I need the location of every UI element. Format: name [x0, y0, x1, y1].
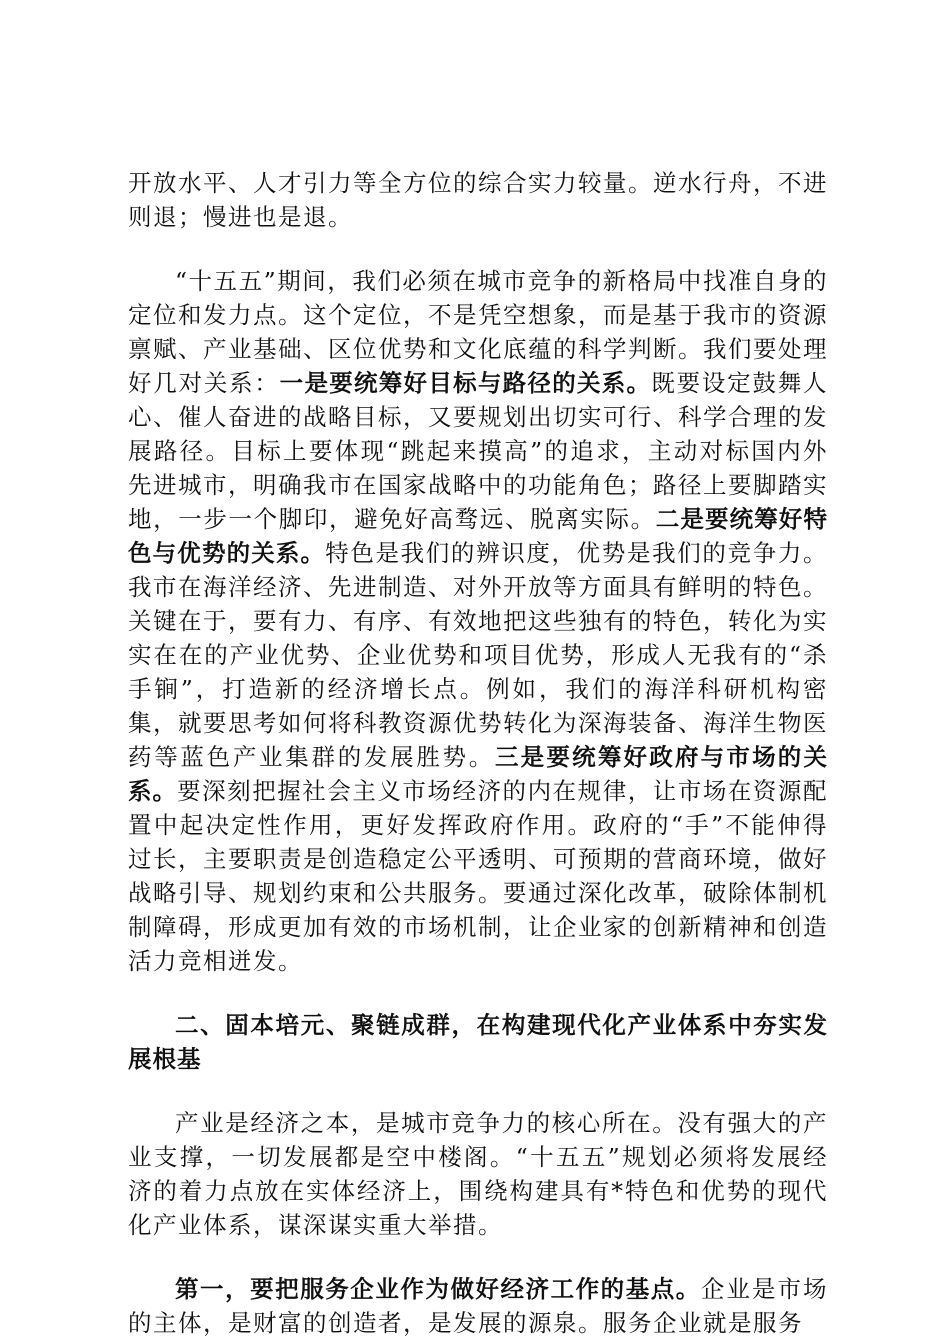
paragraph-intro-tail: 开放水平、人才引力等全方位的综合实力较量。逆水行舟，不进则退；慢进也是退。	[128, 169, 828, 231]
paragraph-industry: 产业是经济之本，是城市竞争力的核心所在。没有强大的产业支撑，一切发展都是空中楼阁。“十五五”规划必须将发展经济的着力点放在实体经济上，围绕构建具有*特色和优势的现代化产业体系，谋深谋实重大举措。	[128, 1109, 828, 1239]
section-heading-2: 二、固本培元、聚链成群，在构建现代化产业体系中夯实发展根基	[128, 1011, 828, 1073]
bold-point-3: 三是要统筹好政府与市场的关系。	[128, 743, 829, 805]
bold-point-1: 一是要统筹好目标与路径的关系。	[279, 369, 652, 397]
text-segment: 既要设定鼓舞人心、催人奋进的战略目标，又要规划出切实可行、科学合理的发展路径。目标上要体现“跳起来摸高”的追求，主动对标国内外先进城市，明确我市在国家战略中的功能角色；路径上要脚踏实地，一步一个脚印，避免好高骛远、脱离实际。	[128, 369, 829, 533]
text-segment: 企业是市场的主体，是财富的创造者，是发展的源泉。服务企业就是服务	[128, 1275, 829, 1337]
text-segment: 要深刻把握社会主义市场经济的内在规律，让市场在资源配置中起决定性作用，更好发挥政府作用。政府的“手”不能伸得过长，主要职责是创造稳定公平透明、可预期的营商环境，做好战略引导、规划约束和公共服务。要通过深化改革，破除体制机制障碍，形成更加有效的市场机制，让企业家的创新精神和创造活力竞相迸发。	[128, 777, 829, 975]
paragraph-first-point	[128, 1272, 828, 1340]
paragraph-positioning	[128, 264, 828, 978]
bold-point-2: 二是要统筹好特色与优势的关系。	[128, 505, 829, 567]
document-page	[128, 166, 828, 1340]
text-segment: “十五五”期间，我们必须在城市竞争的新格局中找准自身的定位和发力点。这个定位，不是凭空想象，而是基于我市的资源禀赋、产业基础、区位优势和文化底蕴的科学判断。我们要处理好几对关系：	[128, 267, 828, 397]
bold-point-first: 第一，要把服务企业作为做好经济工作的基点。	[175, 1275, 701, 1303]
text-segment: 特色是我们的辨识度，优势是我们的竞争力。我市在海洋经济、先进制造、对外开放等方面具有鲜明的特色。关键在于，要有力、有序、有效地把这些独有的特色，转化为实实在在的产业优势、企业优势和项目优势，形成人无我有的“杀手锏”，打造新的经济增长点。例如，我们的海洋科研机构密集，就要思考如何将科教资源优势转化为深海装备、海洋生物医药等蓝色产业集群的发展胜势。	[128, 539, 829, 771]
